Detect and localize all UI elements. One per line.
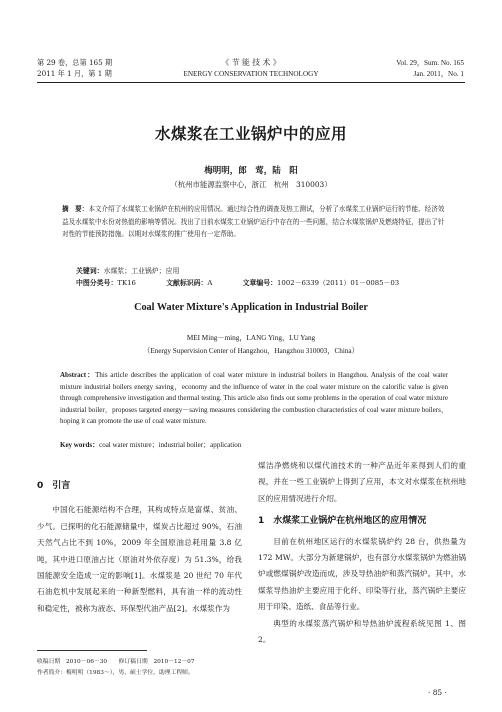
header-volume: 第 29 卷，总第 165 期 <box>37 58 113 67</box>
section-1-text-1: 目前在杭州地区运行的水煤浆锅炉约 28 台，供热量为 172 MW。大部分为新建锅炉，也有部分水煤浆锅炉为燃油锅炉或燃煤锅炉改造而成，涉及导热油炉和蒸汽锅炉。其中，水煤浆导热油炉主要应用于化纤、印染等行业，蒸汽锅炉主要应用于印染、造纸、食品等行业。 <box>258 536 466 612</box>
abstract-en-label: Abstract： <box>60 371 96 379</box>
keywords-en <box>60 440 448 450</box>
abstract-cn <box>62 203 446 241</box>
abstract-en-text: This article describes the application of coal water mixture in industrial boilers in Hangzhou. Analysis of the coal water mixture industrial boilers energy saving，economy and the influence of water in the coal water mixture on the calorific value is given through comprehensive investigation and thermal testing. This article also finds out some problems in the operation of coal water mixture industrial boiler，proposes targeted energy－saving measures considering the combustion characteristics of coal water mixture boilers，hoping it can promote the use of coal water mixture. <box>60 371 448 426</box>
clc-value: TK16 <box>117 279 136 287</box>
paper-title: 水煤浆在工业锅炉中的应用 <box>154 125 347 143</box>
section-0-heading: 0 引言 <box>37 481 71 491</box>
abstract-text: 本文介绍了水煤浆工业锅炉在杭州的应用情况。通过综合性的调查及热工测试，分析了水煤浆工业锅炉运行的节能、经济效益及水煤浆中水份对热值的影响等情况。找出了目前水煤浆工业锅炉运行中存在的一些问题，结合水煤浆锅炉及燃烧特征，提出了针对性的节能预防措施。以期对水煤浆的推广使用有一定帮助。 <box>62 205 445 239</box>
header-date: 2011 年 1 月，第 1 期 <box>37 69 112 78</box>
header-date-en: Jan. 2011，No. 1 <box>413 70 464 78</box>
section-1-text-2: 典型的水煤浆蒸汽锅炉和导热油炉流程系统见图 1、图 2。 <box>258 618 466 645</box>
left-column <box>37 478 242 617</box>
intro-continuation: 煤洁净燃烧和以煤代油技术的一种产品近年来得到人们的重视，并在一些工业锅炉上得到了应用，本文对水煤浆在杭州地区的应用情况进行介绍。 <box>258 461 466 503</box>
affiliation: （杭州市能源监察中心，浙江 杭州 310003） <box>170 180 332 189</box>
header-vol-en: Vol. 29，Sum. No. 165 <box>396 59 464 67</box>
header-rule <box>37 82 465 83</box>
doc-code-value: A <box>207 279 213 287</box>
header-journal-en: ENERGY CONSERVATION TECHNOLOGY <box>183 70 319 78</box>
keywords-text: 水煤浆；工业锅炉；应用 <box>103 267 180 275</box>
keywords-en-text: coal water mixture；industrial boiler；application <box>99 441 242 449</box>
section-0-text: 中国化石能源结构不合理，其构成特点是富煤、贫油、少气。已探明的化石能源储量中，煤炭占比超过 90%，石油天然气占比不到 10%，2009 年全国原油总耗用量 3.8 亿吨，其中进口原油占比（原油对外依存度）为 51.3%，给我国能源安全造成一定的影响[1]。水煤浆是 20 世纪 70 年代石油危机中发展起来的一种新型燃料，具有油一样的流动性和稳定性，被称为液态、环保型代油产品[2]。水煤浆作为 <box>37 505 242 613</box>
affiliation-en: （Energy Supervision Center of Hangzhou，Hangzhou 310003，China） <box>143 347 359 355</box>
classification-line <box>76 277 427 287</box>
article-no-label: 文章编号： <box>242 279 278 287</box>
section-1-heading: 1 水煤浆工业锅炉在杭州地区的应用情况 <box>258 516 427 527</box>
authors: 梅明明，郎 莺，陆 阳 <box>204 166 298 176</box>
header-journal-cn: 《 节 能 技 术 》 <box>221 58 281 67</box>
keywords-label: 关键词： <box>76 267 104 275</box>
footnote-received: 收稿日期 2010－06－30 修订稿日期 2010－12－07 <box>37 659 195 665</box>
paper-title-en: Coal Water Mixture's Application in Industrial Boiler <box>134 302 368 313</box>
doc-code-label: 文献标识码： <box>166 279 208 287</box>
abstract-en <box>60 370 448 428</box>
keywords-en-label: Key words： <box>60 441 100 449</box>
keywords-cn <box>76 265 179 275</box>
right-column <box>258 458 466 648</box>
clc-label: 中图分类号： <box>76 279 118 287</box>
page-number: · 85 · <box>428 688 447 697</box>
footnote-author-bio: 作者简介：梅明明（1983～），男，硕士学位，助理工程师。 <box>37 670 194 676</box>
abstract-label: 摘 要： <box>62 205 89 213</box>
authors-en: MEI Ming－ming，LANG Ying，LU Yang <box>186 334 316 342</box>
footnote-rule <box>37 650 147 651</box>
article-no-value: 1002－6339（2011）01－0085－03 <box>277 279 400 287</box>
